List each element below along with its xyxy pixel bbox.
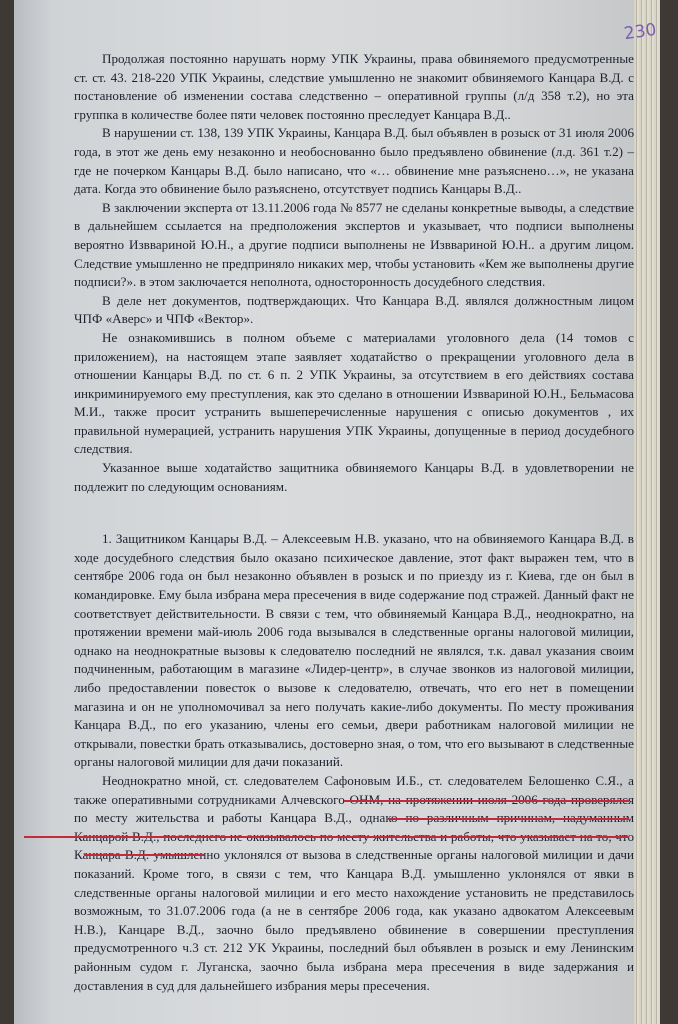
paragraph-7: 1. Защитником Канцары В.Д. – Алексеевым Н.В. указано, что на обвиняемого Канцара В.Д. в ходе досудебного следствия было оказано психическое давление, этот факт выражен тем, что в сентябре 2006 года он был незаконно объявлен в розыск и по приезду из г. Киева, где он был в командировке. Ему была избрана мера пресечения в виде содержание под стражей. Данный факт не соответствует действительности. В связи с тем, что обвиняемый Канцара В.Д., неоднократно, на протяжении времени май-июль 2006 года вызывался в следственные органы налоговой милиции, однако на неоднократные вызовы к следователю последний не являлся, т.к. давал указания своим подчиненным, работающим в магазине «Лидер-центр», в случае звонков из налоговой милиции, либо предоставлении повесток о вызове к следователю, отвечать, что его нет в помещении магазина и он не уполномочивал за него получать какие-либо документы. По месту проживания Канцара В.Д., по его указанию, члены его семьи, двери работникам налоговой милиции не открывали, повестки брать отказывались, достоверно зная, о том, что его вызывают в следственные органы налоговой милиции для дачи показаний. [74,531,634,770]
paragraph-2: В нарушении ст. 138, 139 УПК Украины, Канцара В.Д. был объявлен в розыск от 31 июля 2006 года, в этот же день ему незаконно и необоснованно было предъявлено обвинение (л.д. 361 т.2) – где не почерком Канцары В.Д. было написано, что «… обвинение мне разъяснено…», не указана дата. Когда это обвинение было разъяснено, отсутствует подпись Канцары В.Д.. [74,125,634,197]
document-page [14,0,658,1024]
paragraph-3: В заключении эксперта от 13.11.2006 года № 8577 не сделаны конкретные выводы, а следствие в дальнейшем ссылается на предположения экспертов и указывает, что подписи выполнены вероятно Изввариной Ю.Н., а другие подписи выполнены не Изввариной Ю.Н.. а другим лицом. Следствие умышленно не предприняло никаких мер, чтобы установить «Кем же выполнены другие подписи?». в этом заключается неполнота, односторонность досудебного следствия. [74,199,634,290]
red-underline-4 [84,854,204,856]
paragraph-6: Указанное выше ходатайство защитника обвиняемого Канцары В.Д. в удовлетворении не подлежит по следующим основаниям. [74,460,634,494]
red-underline-2 [389,818,629,820]
paragraph-4: В деле нет документов, подтверждающих. Что Канцара В.Д. являлся должностным лицом ЧПФ «Аверс» и ЧПФ «Вектор». [74,292,634,327]
paragraph-8: Неоднократно мной, ст. следователем Сафоновым И.Б., ст. следователем Белошенко С.Я., а также оперативными сотрудниками Алчевского ОНМ, на протяжении июля 2006 года проверялся по месту жительства и работы Канцара В.Д., однако по различным причинам, надуманным Канцарой В.Д., последнего не оказывалось по месту жительства и работы, что указывает на то, что Канцара В.Д. умышленно уклонялся от вызова в следственные органы налоговой милиции и дачи показаний. Кроме того, в связи с тем, что Канцара В.Д. умышленно уклонялся от явки в следственные органы налоговой милиции и его место нахождение установить не представилось возможным, то 31.07.2006 года (а не в сентябре 2006 года, как указано адвокатом Алексеевым Н.В.), Канцаре В.Д., заочно было предъявлено обвинение в совершении преступления предусмотренного ч.3 ст. 212 УК Украины, последний был объявлен в розыск и ему Ленинским районным судом г. Луганска, заочно была избрана мера пресечения в виде задержания и доставления в суд для дальнейшего избрания меры пресечения. [74,772,634,993]
red-underline-3 [24,836,629,838]
page-stack-edge [634,0,660,1024]
page-number: 230 [622,19,658,45]
paragraph-5: Не ознакомившись в полном объеме с материалами уголовного дела (14 томов с приложением), на настоящем этапе заявляет ходатайство о прекращении уголовного дела в отношении Канцары В.Д. по ст. 6 п. 2 УПК Украины, за отсутствием в его действиях состава инкриминируемого ему преступления, как это сделано в отношении Изввариной Ю.Н., Бельмасова М.И., также просит устранить вышеперечисленные нарушения с описью документов , их правильной нумерацией, устранить нарушения УПК Украины, допущенные в период досудебного следствия. [74,329,634,457]
red-underline-1 [344,800,629,802]
paragraph-1: Продолжая постоянно нарушать норму УПК Украины, права обвиняемого предусмотренные ст. ст. 43. 218-220 УПК Украины, следствие умышленно не знакомит обвиняемого Канцара В.Д. с постановление об изменении состава следственно – оперативной группы (л/д 358 т.2), но эта группка в количестве более пяти человек постоянно преследует Канцара В.Д.. [74,51,634,122]
